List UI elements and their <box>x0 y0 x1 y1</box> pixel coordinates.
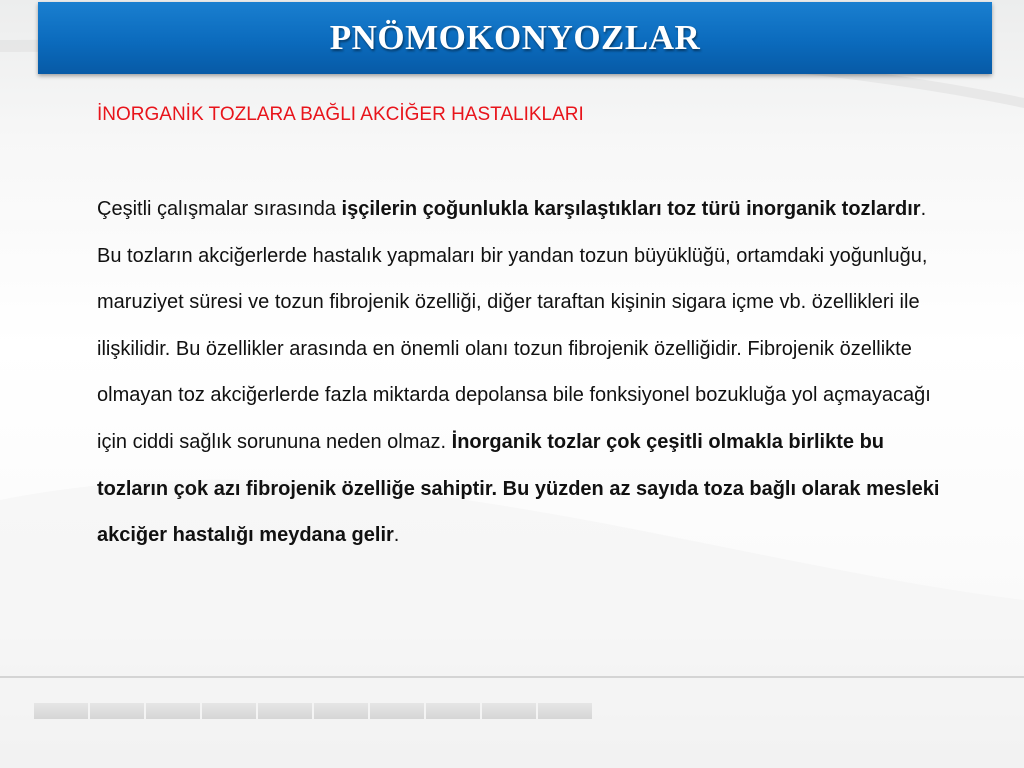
footer-box <box>370 703 424 719</box>
footer-box <box>482 703 536 719</box>
paragraph-bold-2: İnorganik tozlar çok çeşitli olmakla birlikte bu tozların çok azı fibrojenik özelliğe sahiptir. Bu yüzden az sayıda toza bağlı olarak mesleki akciğer hastalığı meydana gelir <box>97 430 940 547</box>
section-heading: İNORGANİK TOZLARA BAĞLI AKCİĞER HASTALIKLARI <box>97 104 584 125</box>
footer-box <box>426 703 480 719</box>
footer-box <box>314 703 368 719</box>
footer-box <box>202 703 256 719</box>
body-paragraph <box>97 186 947 559</box>
paragraph-text-3: . <box>393 524 400 547</box>
slide-title: PNÖMOKONYOZLAR <box>329 18 701 57</box>
paragraph-text-1: Çeşitli çalışmalar sırasında <box>97 198 342 220</box>
footer-box <box>34 703 88 719</box>
paragraph-text-2: . Bu tozların akciğerlerde hastalık yapmaları bir yandan tozun büyüklüğü, ortamdaki yoğunluğu, maruziyet süresi ve tozun fibrojenik özelliği, diğer taraftan kişinin sigara içme vb. özellikleri ile ilişkilidir. Bu özellikler arasında en önemli olanı tozun fibrojenik özelliğidir. Fibrojenik özellikte olmayan toz akciğerlerde fazla miktarda depolansa bile fonksiyonel bozukluğa yol açmayacağı için ciddi sağlık sorununa neden olmaz. <box>97 198 931 453</box>
footer-decoration <box>34 703 592 719</box>
footer-box <box>146 703 200 719</box>
footer-box <box>90 703 144 719</box>
footer-box <box>258 703 312 719</box>
footer-box <box>538 703 592 719</box>
footer-divider <box>0 676 1024 678</box>
title-bar <box>38 2 992 74</box>
paragraph-bold-1: işçilerin çoğunlukla karşılaştıkları toz türü inorganik tozlardır <box>341 198 921 220</box>
